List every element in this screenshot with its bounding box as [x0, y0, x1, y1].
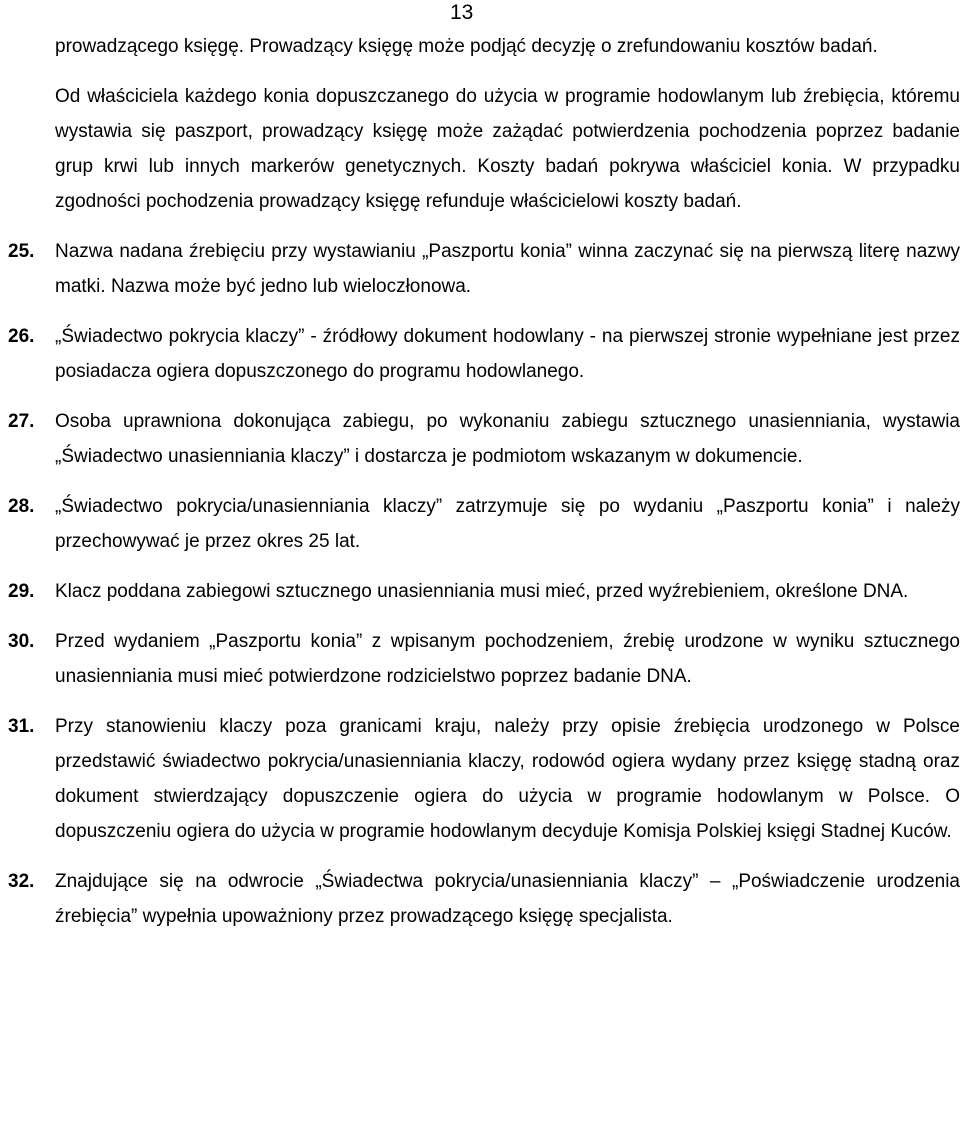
- item-text: Nazwa nadana źrebięciu przy wystawianiu „Paszportu konia” winna zaczynać się na pierwszą literę nazwy matki. Nazwa może być jedno lub wieloczłonowa.: [55, 241, 960, 297]
- page-number: 13: [450, 1, 474, 24]
- item-number: 32.: [8, 871, 35, 892]
- list-item: [8, 234, 960, 304]
- item-number: 31.: [8, 716, 35, 737]
- document-body: [8, 29, 960, 934]
- list-item: [8, 709, 960, 849]
- list-item: [8, 624, 960, 694]
- item-text: „Świadectwo pokrycia klaczy” - źródłowy dokument hodowlany - na pierwszej stronie wypełniane jest przez posiadacza ogiera dopuszczonego do programu hodowlanego.: [55, 326, 960, 382]
- list-item: [8, 489, 960, 559]
- item-number: 26.: [8, 326, 35, 347]
- list-item: [8, 864, 960, 934]
- item-text: „Świadectwo pokrycia/unasienniania klaczy” zatrzymuje się po wydaniu „Paszportu konia” i należy przechowywać je przez okres 25 lat.: [55, 496, 960, 552]
- list-item: [8, 404, 960, 474]
- continuation-text: prowadzącego księgę. Prowadzący księgę może podjąć decyzję o zrefundowaniu kosztów badań.: [55, 36, 878, 57]
- item-number: 29.: [8, 581, 35, 602]
- item-number: 28.: [8, 496, 35, 517]
- item-text: Przed wydaniem „Paszportu konia” z wpisanym pochodzeniem, źrebię urodzone w wyniku sztucznego unasienniania musi mieć potwierdzone rodzicielstwo poprzez badanie DNA.: [55, 631, 960, 687]
- item-text: Znajdujące się na odwrocie „Świadectwa pokrycia/unasienniania klaczy” – „Poświadczenie urodzenia źrebięcia” wypełnia upoważniony przez prowadzącego księgę specjalista.: [55, 871, 960, 927]
- item-text: Przy stanowieniu klaczy poza granicami kraju, należy przy opisie źrebięcia urodzonego w Polsce przedstawić świadectwo pokrycia/unasienniania klaczy, rodowód ogiera wydany przez księgę stadną oraz dokument stwierdzający dopuszczenie ogiera do użycia w programie hodowlanym w Polsce. O dopuszczeniu ogiera do użycia w programie hodowlanym decyduje Komisja Polskiej księgi Stadnej Kuców.: [55, 716, 960, 842]
- list-item: [8, 319, 960, 389]
- item-number: 27.: [8, 411, 35, 432]
- paragraph-text: Od właściciela każdego konia dopuszczanego do użycia w programie hodowlanym lub źrebięcia, któremu wystawia się paszport, prowadzący księgę może zażądać potwierdzenia pochodzenia poprzez badanie grup krwi lub innych markerów genetycznych. Koszty badań pokrywa właściciel konia. W przypadku zgodności pochodzenia prowadzący księgę refunduje właścicielowi koszty badań.: [55, 86, 960, 212]
- list-item: [8, 574, 960, 609]
- item-text: Klacz poddana zabiegowi sztucznego unasienniania musi mieć, przed wyźrebieniem, określone DNA.: [55, 581, 909, 602]
- item-text: Osoba uprawniona dokonująca zabiegu, po wykonaniu zabiegu sztucznego unasienniania, wystawia „Świadectwo unasienniania klaczy” i dostarcza je podmiotom wskazanym w dokumencie.: [55, 411, 960, 467]
- item-number: 30.: [8, 631, 35, 652]
- item-number: 25.: [8, 241, 35, 262]
